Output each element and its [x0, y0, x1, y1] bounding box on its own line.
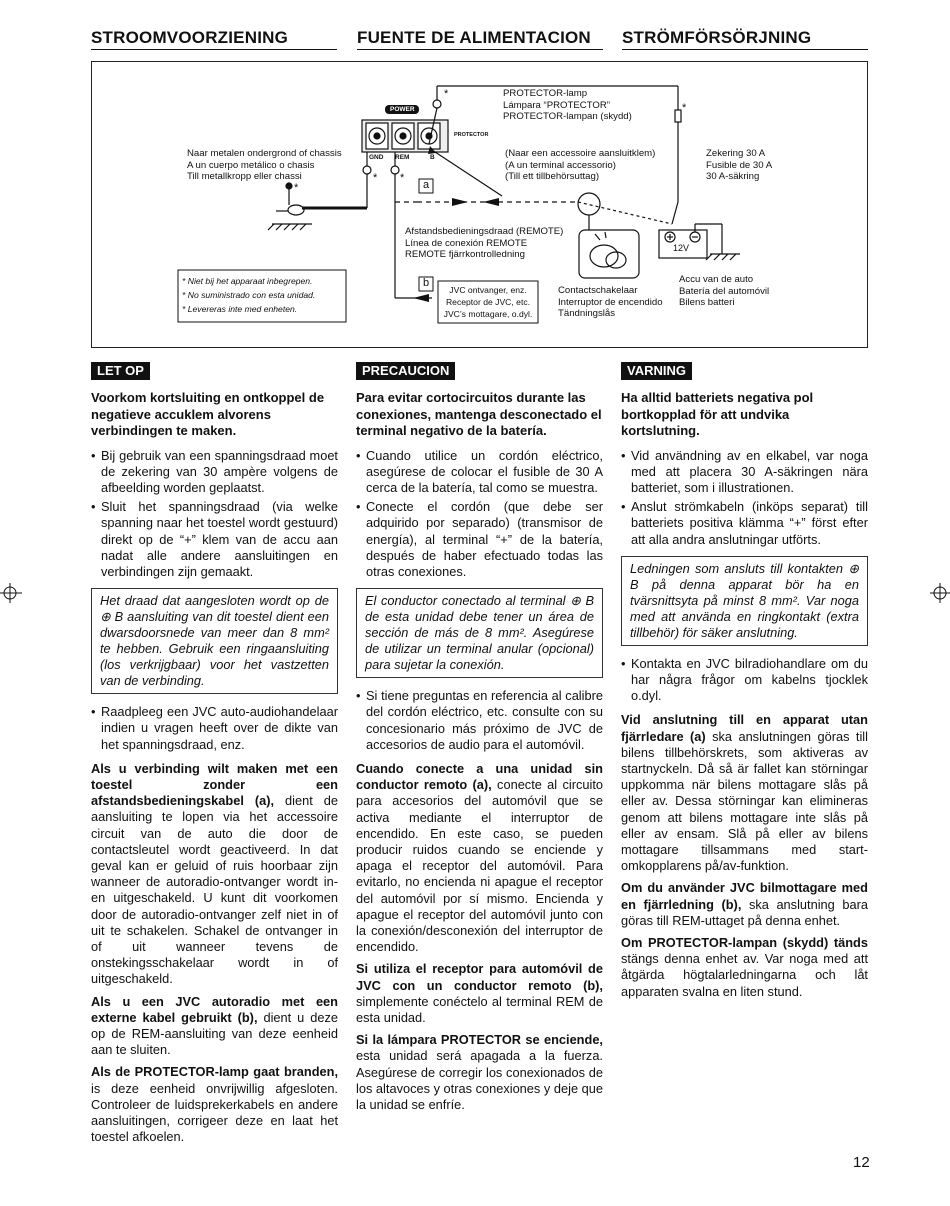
note-box: El conductor conectado al terminal ⊕ B de esta unidad debe tener un área de sección de más de 8 mm². Asegúrese de utilizar un terminal anular (opcional) para sujetar la conexión.: [356, 588, 603, 678]
star-marker: *: [444, 88, 449, 100]
heading-rule: [357, 49, 603, 50]
remote-lead-label: Afstandsbedieningsdraad (REMOTE) Línea de conexión REMOTE REMOTE fjärrkontrolledning: [405, 226, 564, 260]
terminal-rem-label: REM: [395, 154, 410, 161]
paragraph: [356, 761, 603, 955]
star-marker: *: [182, 290, 186, 300]
paragraph-text: stängs denna enhet av. Var noga med att åtgärda högtalarledningarna och låt apparaten svalna en liten stund.: [621, 951, 868, 999]
bullet-item: • Anslut strömkabeln (inköps separat) till batteriets positiva klämma “+” först efter att alla andra anslutningar utförts.: [621, 499, 868, 548]
bullet-list: [621, 656, 868, 705]
paragraph-text: conecte al circuito para accesorios del automóvil que se activa mediante el interruptor de encendido. En este caso, se pueden producir ruidos cuando se enciende y apaga el receptor del automóvil. Para evitarlo, no encienda ni apague el receptor del automóvil por sí mismo. Encienda y apague el receptor del automóvil junto con la conexión/desconexión del interruptor de encendido.: [356, 777, 603, 955]
battery-voltage-label: 12V: [673, 243, 690, 253]
paragraph-text: ska anslutning bara göras till REM-uttaget på denna enhet.: [621, 896, 868, 928]
paragraph-text: simplemente conéctelo al terminal REM de esta unidad.: [356, 993, 603, 1025]
caution-badge: LET OP: [91, 362, 150, 380]
paragraph: [621, 712, 868, 874]
bullet-item: • Vid användning av en elkabel, var noga med att placera 30 A-säkringen nära batteriet, som i illustrationen.: [621, 448, 868, 497]
paragraph: [621, 935, 868, 1000]
bullet-item: • Kontakta en JVC bilradiohandlare om du har några frågor om kabelns tjocklek o.dyl.: [621, 656, 868, 705]
bullet-item: • Cuando utilice un cordón eléctrico, asegúrese de colocar el fusible de 30 A cerca de la batería, tal como se muestra.: [356, 448, 603, 497]
paragraph-lead: Si utiliza el receptor para automóvil de JVC con un conductor remoto (b),: [356, 961, 603, 993]
star-marker: *: [182, 276, 186, 286]
paragraph: [621, 880, 868, 929]
amplifier-terminals: [362, 120, 448, 152]
legend-text: Levereras inte med enheten.: [187, 304, 298, 314]
caution-lead: Para evitar cortocircuitos durante las conexiones, mantenga desconectado el terminal negativo de la batería.: [356, 390, 602, 438]
paragraph-lead: Si la lámpara PROTECTOR se enciende,: [356, 1032, 603, 1048]
accessory-label: (Naar een accessoire aansluitklem) (A un terminal accessorio) (Till ett tillbehörsuttag): [505, 148, 656, 182]
marker-b: b: [423, 277, 430, 289]
star-marker: *: [400, 172, 405, 184]
legend-item: [182, 288, 315, 302]
bullet-list: [356, 688, 603, 753]
bullet-item: • Si tiene preguntas en referencia al calibre del cordón eléctrico, etc. consulte con su concesionario más próximo de JVC de accesorios de audio para el automóvil.: [356, 688, 603, 753]
heading-dutch: STROOMVOORZIENING: [91, 28, 289, 47]
star-marker: *: [182, 304, 186, 314]
heading-swedish: STRÖMFÖRSÖRJNING: [622, 28, 812, 47]
registration-mark-icon: [0, 583, 22, 603]
paragraph-text: esta unidad será apagada a la fuerza. Asegúrese de corregir los conexionados de los altavoces y otras conexiones y deje que la unidad se enfríe.: [356, 1048, 603, 1112]
paragraph: [356, 961, 603, 1026]
paragraph-text: ska anslutningen göras till bilens tillbehörskrets, som aktiveras av startnyckeln. Då så är fallet kan störningar uppkomma när bilens mottagare slås på eller av. Dessa störningar kan elimineras genom att bilens mottagare inte slås på eller av ensam. Slå på eller av bilens mottagare tillsammans med start-omkopplarens på/av-funktion.: [621, 728, 868, 874]
marker-a: a: [423, 179, 430, 191]
paragraph-lead: Om PROTECTOR-lampan (skydd) tänds: [621, 934, 868, 950]
paragraph-lead: Vid anslutning till en apparat utan fjärrledare (a): [621, 712, 868, 744]
bullet-item: • Raadpleeg een JVC auto-audiohandelaar indien u vragen heeft over de dikte van het spanningsdraad, enz.: [91, 704, 338, 753]
paragraph-lead: Als u een JVC autoradio met een externe kabel gebruikt (b),: [91, 993, 338, 1025]
bullet-list: [91, 704, 338, 753]
note-box: Het draad dat aangesloten wordt op de ⊕ B aansluiting van dit toestel dient een dwarsdoorsnede van meer dan 8 mm² te hebben. Gebruik een ringaansluiting (los verkrijgbaar) voor het vastzetten van de verbinding.: [91, 588, 338, 694]
heading-spanish: FUENTE DE ALIMENTACION: [357, 28, 591, 47]
caution-lead: Voorkom kortsluiting en ontkoppel de negatieve accuklem alvorens verbindingen te maken.: [91, 390, 325, 438]
fuse-label: Zekering 30 A Fusible de 30 A 30 A-säkring: [706, 148, 773, 182]
caution-badge: PRECAUCION: [356, 362, 455, 380]
protector-lamp-label: PROTECTOR-lamp Lámpara “PROTECTOR” PROTECTOR-lampan (skydd): [503, 88, 632, 122]
column-spanish: [356, 362, 603, 1119]
protector-small-label: PROTECTOR: [454, 132, 489, 138]
ignition-label: Contactschakelaar Interruptor de encendido Tändningslås: [558, 285, 663, 319]
star-marker: *: [294, 182, 299, 194]
battery-label: Accu van de auto Batería del automóvil Bilens batteri: [679, 274, 770, 308]
paragraph-text: dient u deze op de REM-aansluiting van deze eenheid aan te sluiten.: [91, 1009, 338, 1058]
bullet-list: [621, 448, 868, 548]
paragraph-text: dient de aansluiting te lopen via het accessoire circuit van de auto die door de contactsleutel wordt geactiveerd. In dat geval kan er geluid of ruis hoorbaar zijn wanneer de autoradio-ontvanger wordt in- en uitgeschakeld. U kunt dit voorkomen door de autoradio-ontvanger zelf niet in of uit te schakelen. Schakel de ontvanger in of uit wanneer tevens de onstekingsschakelaar wordt in of uitgeschakeld.: [91, 793, 338, 987]
legend-item: [182, 274, 315, 288]
paragraph-lead: Om du använder JVC bilmottagare med en fjärrledning (b),: [621, 880, 868, 912]
paragraph-lead: Cuando conecte a una unidad sin conductor remoto (a),: [356, 760, 603, 793]
paragraph: [91, 761, 338, 988]
battery: [659, 224, 740, 260]
receiver-label: JVC ontvanger, enz. Receptor de JVC, etc. JVC’s mottagare, o.dyl.: [443, 285, 533, 319]
star-marker: *: [373, 172, 378, 184]
legend-text: Niet bij het apparaat inbegrepen.: [187, 276, 313, 286]
note-box: Ledningen som ansluts till kontakten ⊕ B på denna apparat bör ha en tvärsnittsyta på minst 8 mm². Var noga med att använda en ringkontakt (extra tillbehör) för säker anslutning.: [621, 556, 868, 646]
power-label: POWER: [390, 106, 415, 113]
column-dutch: [91, 362, 338, 1151]
paragraph-lead: Als u verbinding wilt maken met een toestel zonder een afstandsbedieningskabel (a),: [91, 760, 338, 809]
legend-text: No suministrado con esta unidad.: [187, 290, 316, 300]
bullet-item: • Bij gebruik van een spanningsdraad moet de zekering van 30 ampère volgens de afbeelding worden geplaatst.: [91, 448, 338, 497]
bullet-list: [91, 448, 338, 581]
bullet-list: [356, 448, 603, 581]
terminal-gnd-label: GND: [369, 154, 384, 161]
terminal-b-label: B: [430, 154, 435, 161]
page-number: 12: [853, 1154, 870, 1171]
caution-lead: Ha alltid batteriets negativa pol bortkopplad för att undvika kortslutning.: [621, 390, 814, 438]
heading-rule: [622, 49, 868, 50]
caution-badge: VARNING: [621, 362, 692, 380]
chassis-label: Naar metalen ondergrond of chassis A un cuerpo metálico o chasis Till metallkropp eller chassi: [187, 148, 342, 182]
paragraph: [91, 1064, 338, 1145]
legend: [182, 274, 315, 316]
star-marker: *: [682, 102, 687, 114]
heading-rule: [91, 49, 337, 50]
bullet-item: • Sluit het spanningsdraad (via welke spanning naar het toestel wordt gestuurd) direkt op de “+” klem van de accu aan nadat alle andere aansluitingen en verbindingen zijn gemaakt.: [91, 499, 338, 580]
paragraph: [91, 994, 338, 1059]
paragraph-text: is deze eenheid onvrijwillig afgesloten. Controleer de luidsprekerkabels en andere aansluitingen, corrigeer deze en laat het toestel afkoelen.: [91, 1080, 338, 1145]
paragraph-lead: Als de PROTECTOR-lamp gaat branden,: [91, 1064, 338, 1080]
legend-item: [182, 302, 315, 316]
wiring-diagram: [91, 61, 868, 348]
column-swedish: [621, 362, 868, 1006]
registration-mark-icon: [930, 583, 950, 603]
paragraph: [356, 1032, 603, 1113]
ignition-switch: [578, 193, 639, 278]
bullet-item: • Conecte el cordón (que debe ser adquirido por separado) (transmisor de energía), al terminal “+” de la batería, después de haber efectuado todas las otras conexiones.: [356, 499, 603, 580]
